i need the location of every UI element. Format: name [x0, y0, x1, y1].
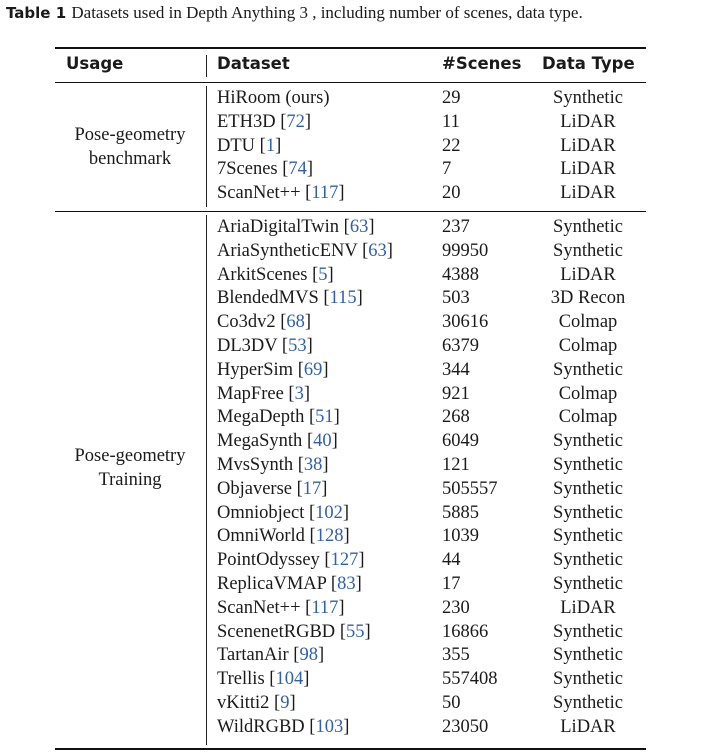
scenes-cell: 505557	[442, 478, 498, 499]
caption-text: Datasets used in Depth Anything 3 , including number of scenes, data type.	[71, 3, 583, 22]
dataset-cell: BlendedMVS [115]	[217, 288, 363, 309]
dataset-cell: ETH3D [72]	[217, 111, 312, 132]
data-type-cell: Synthetic	[553, 88, 623, 108]
scenes-cell: 23050	[442, 716, 489, 737]
dataset-cell: MvsSynth [38]	[217, 455, 329, 475]
citation-link[interactable]: 102	[315, 502, 343, 523]
scenes-cell: 30616	[442, 312, 489, 333]
dataset-cell: vKitti2 [9]	[217, 693, 296, 713]
citation-link[interactable]: 128	[315, 526, 344, 547]
dataset-name: Omniobject	[217, 502, 305, 523]
dataset-cell: DL3DV [53]	[217, 336, 313, 356]
scenes-cell: 29	[442, 88, 461, 108]
dataset-cell: OmniWorld [128]	[217, 526, 350, 547]
data-type-cell: Synthetic	[553, 217, 623, 237]
scenes-cell: 230	[442, 597, 470, 618]
dataset-name: 7Scenes	[217, 159, 278, 180]
data-type-cell: Synthetic	[553, 431, 623, 452]
dataset-cell: ScanNet++ [117]	[217, 597, 345, 618]
dataset-name: HiRoom (ours)	[217, 88, 330, 108]
data-type-cell: LiDAR	[560, 264, 616, 285]
data-type-cell: Synthetic	[553, 550, 623, 571]
usage-training-line2: Training	[98, 470, 162, 490]
scenes-cell: 237	[442, 217, 470, 237]
data-type-cell: Colmap	[558, 336, 618, 356]
dataset-name: AriaDigitalTwin	[217, 217, 340, 237]
table-row	[0, 479, 709, 503]
citation-link[interactable]: 40	[313, 431, 332, 452]
dataset-name: ArkitScenes	[217, 264, 308, 285]
scenes-cell: 268	[442, 407, 470, 428]
dataset-name: ReplicaVMAP	[217, 574, 327, 594]
citation-link[interactable]: 117	[311, 597, 339, 618]
scenes-cell: 6049	[442, 431, 479, 452]
table-row	[0, 431, 709, 455]
table-caption	[6, 3, 706, 23]
citation-link[interactable]: 5	[318, 264, 328, 285]
dataset-cell: Trellis [104]	[217, 669, 310, 690]
citation-link[interactable]: 68	[286, 312, 305, 333]
dataset-cell: PointOdyssey [127]	[217, 550, 365, 571]
table-row	[0, 241, 709, 265]
data-type-cell: LiDAR	[560, 159, 616, 180]
scenes-cell: 557408	[442, 669, 498, 690]
dataset-cell	[217, 88, 330, 109]
table-row	[0, 550, 709, 574]
table-row	[0, 598, 709, 622]
data-type-cell: Colmap	[558, 383, 618, 404]
data-type-cell: Synthetic	[553, 645, 623, 666]
citation-link[interactable]: 9	[280, 693, 290, 713]
table-row	[0, 503, 709, 527]
dataset-name: PointOdyssey	[217, 550, 320, 571]
data-type-cell: Synthetic	[553, 574, 623, 594]
dataset-cell: Objaverse [17]	[217, 478, 328, 499]
header-data-type: Data Type	[542, 54, 635, 73]
data-type-cell: Synthetic	[553, 526, 623, 547]
scenes-cell: 17	[442, 574, 461, 594]
data-type-cell: Synthetic	[553, 455, 623, 475]
dataset-name: MvsSynth	[217, 455, 294, 475]
citation-link[interactable]: 74	[288, 159, 307, 180]
dataset-name: Co3dv2	[217, 312, 276, 333]
table-row	[0, 360, 709, 384]
dataset-cell: ScenenetRGBD [55]	[217, 621, 371, 642]
data-type-cell: Colmap	[558, 407, 618, 428]
citation-link[interactable]: 115	[329, 288, 357, 309]
dataset-cell: ScanNet++ [117]	[217, 183, 345, 204]
scenes-cell: 20	[442, 183, 461, 204]
data-type-cell: LiDAR	[560, 716, 616, 737]
data-type-cell: Synthetic	[553, 502, 623, 523]
table-row	[0, 112, 709, 136]
citation-link[interactable]: 17	[302, 478, 322, 499]
dataset-name: BlendedMVS	[217, 288, 319, 309]
dataset-cell: DTU [1]	[217, 135, 282, 156]
citation-link[interactable]: 38	[303, 455, 323, 475]
table-row	[0, 669, 709, 693]
dataset-cell: ReplicaVMAP [83]	[217, 574, 362, 594]
table-row	[0, 526, 709, 550]
citation-link[interactable]: 72	[286, 111, 305, 132]
header-dataset: Dataset	[217, 54, 290, 73]
dataset-name: OmniWorld	[217, 526, 305, 547]
table-row	[0, 693, 709, 717]
header-usage: Usage	[66, 54, 124, 73]
dataset-cell: TartanAir [98]	[217, 645, 325, 666]
dataset-name: vKitti2	[217, 693, 270, 713]
scenes-cell: 503	[442, 288, 470, 309]
dataset-name: ScanNet++	[217, 183, 301, 204]
scenes-cell: 4388	[442, 264, 479, 285]
citation-link[interactable]: 63	[349, 217, 369, 237]
table-row	[0, 183, 709, 207]
dataset-name: Trellis	[217, 669, 265, 690]
citation-link[interactable]: 104	[275, 669, 304, 690]
citation-link[interactable]: 63	[368, 240, 387, 261]
dataset-name: ScanNet++	[217, 597, 301, 618]
data-type-cell: Synthetic	[553, 240, 623, 261]
citation-link[interactable]: 3	[294, 383, 304, 404]
scenes-cell: 344	[442, 359, 470, 380]
citation-link[interactable]: 98	[299, 645, 318, 666]
scenes-cell: 22	[442, 135, 461, 156]
dataset-name: MegaSynth	[217, 431, 303, 452]
table-row	[0, 159, 709, 183]
dataset-cell: MegaSynth [40]	[217, 431, 338, 452]
table-row	[0, 312, 709, 336]
data-type-cell: LiDAR	[560, 597, 616, 618]
citation-link[interactable]: 51	[315, 407, 334, 428]
dataset-name: AriaSyntheticENV	[217, 240, 358, 261]
dataset-name: MegaDepth	[217, 407, 305, 428]
citation-link[interactable]: 83	[337, 574, 356, 594]
citation-link[interactable]: 103	[315, 716, 344, 737]
dataset-cell: 7Scenes [74]	[217, 159, 314, 180]
citation-link[interactable]: 1	[265, 135, 276, 156]
dataset-cell: ArkitScenes [5]	[217, 264, 334, 285]
dataset-cell: Omniobject [102]	[217, 502, 350, 523]
scenes-cell: 11	[442, 111, 460, 132]
citation-link[interactable]: 69	[303, 359, 323, 380]
citation-link[interactable]: 53	[288, 336, 307, 356]
usage-training-line1: Pose-geometry	[74, 446, 186, 466]
dataset-name: TartanAir	[217, 645, 289, 666]
data-type-cell: LiDAR	[560, 111, 616, 132]
dataset-cell: AriaSyntheticENV [63]	[217, 240, 393, 261]
table-row	[0, 336, 709, 360]
table-row	[0, 455, 709, 479]
dataset-name: Objaverse	[217, 478, 292, 499]
citation-link[interactable]: 55	[345, 621, 365, 642]
group-rule	[55, 211, 646, 212]
scenes-cell: 44	[442, 550, 461, 571]
top-rule	[55, 47, 646, 49]
scenes-cell: 1039	[442, 526, 479, 547]
scenes-cell: 99950	[442, 240, 489, 261]
scenes-cell: 121	[442, 455, 470, 475]
data-type-cell: Synthetic	[553, 359, 623, 380]
data-type-cell: LiDAR	[560, 135, 616, 156]
dataset-cell: Co3dv2 [68]	[217, 312, 312, 333]
dataset-name: HyperSim	[217, 359, 294, 380]
data-type-cell: Synthetic	[553, 693, 623, 713]
table-row	[0, 384, 709, 408]
header-rule	[55, 82, 646, 83]
dataset-name: DL3DV	[217, 336, 278, 356]
citation-link[interactable]: 127	[330, 550, 359, 571]
scenes-cell: 921	[442, 383, 470, 404]
data-type-cell: LiDAR	[560, 183, 616, 204]
table-row	[0, 217, 709, 241]
usage-benchmark-line1: Pose-geometry	[74, 125, 186, 145]
dataset-cell: MegaDepth [51]	[217, 407, 340, 428]
scenes-cell: 7	[442, 159, 452, 180]
scenes-cell: 6379	[442, 336, 479, 356]
table-row	[0, 407, 709, 431]
dataset-name: ScenenetRGBD	[217, 621, 336, 642]
dataset-cell: MapFree [3]	[217, 383, 311, 404]
data-type-cell: Colmap	[558, 312, 618, 333]
citation-link[interactable]: 117	[311, 183, 339, 204]
table-row	[0, 136, 709, 160]
data-type-cell: Synthetic	[553, 621, 623, 642]
header-scenes: #Scenes	[442, 54, 522, 73]
dataset-name: ETH3D	[217, 111, 276, 132]
table-row	[0, 88, 709, 112]
dataset-name: WildRGBD	[217, 716, 305, 737]
data-type-cell: 3D Recon	[550, 288, 626, 309]
table-row	[0, 288, 709, 312]
usage-benchmark-line2: benchmark	[88, 149, 172, 169]
data-type-cell: Synthetic	[553, 478, 623, 499]
scenes-cell: 16866	[442, 621, 489, 642]
dataset-name: DTU	[217, 135, 256, 156]
table-row	[0, 717, 709, 741]
data-type-cell: Synthetic	[553, 669, 623, 690]
table-row	[0, 622, 709, 646]
dataset-cell: WildRGBD [103]	[217, 716, 350, 737]
header-column-separator	[206, 55, 207, 77]
scenes-cell: 50	[442, 693, 461, 713]
bottom-rule	[55, 748, 646, 750]
scenes-cell: 355	[442, 645, 470, 666]
table-row	[0, 645, 709, 669]
table-row	[0, 265, 709, 289]
table-row	[0, 574, 709, 598]
dataset-name: MapFree	[217, 383, 284, 404]
caption-label: Table 1	[6, 4, 67, 22]
dataset-cell: HyperSim [69]	[217, 359, 329, 380]
scenes-cell: 5885	[442, 502, 479, 523]
dataset-cell: AriaDigitalTwin [63]	[217, 217, 375, 237]
